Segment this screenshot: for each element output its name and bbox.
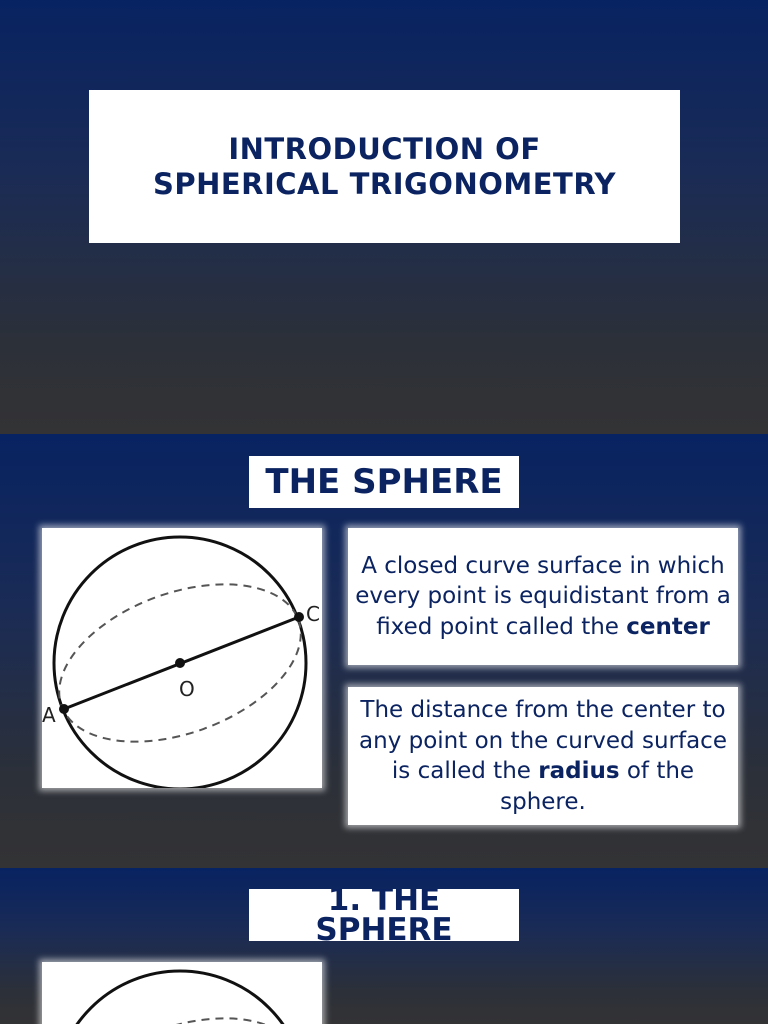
slide-title [0, 0, 768, 432]
heading-line-2: SPHERE [315, 912, 453, 941]
definition-center [348, 528, 738, 665]
definition-radius-tail: of the sphere. [500, 758, 695, 815]
definition-radius-text: The distance from the center to any point on the curved surface is called the [359, 697, 727, 784]
label-c: C [306, 602, 320, 626]
term-radius: radius [538, 758, 620, 784]
term-center: center [626, 613, 710, 640]
definition-center-text: A closed curve surface in which every point is equidistant from a fixed point called the [355, 552, 731, 640]
sphere-figure-partial [42, 962, 322, 1024]
title-line-2: SPHERICAL TRIGONOMETRY [152, 166, 617, 201]
sphere-diagram [42, 528, 322, 788]
title-line-1: INTRODUCTION OF [228, 131, 541, 166]
label-o: O [179, 677, 195, 701]
sphere-diagram-partial [42, 962, 322, 1024]
point-a [59, 704, 69, 714]
point-c [294, 612, 304, 622]
sphere-outline-partial [54, 971, 306, 1024]
slide-the-sphere [0, 434, 768, 866]
point-o [175, 658, 185, 668]
label-a: A [42, 703, 56, 727]
section-heading-numbered [249, 889, 519, 941]
slide-the-sphere-partial [0, 868, 768, 1024]
section-heading: THE SPHERE [249, 456, 519, 508]
definition-radius [348, 687, 738, 825]
presentation-title [89, 90, 680, 243]
sphere-figure [42, 528, 322, 788]
heading-line-1: 1. THE [327, 889, 441, 918]
